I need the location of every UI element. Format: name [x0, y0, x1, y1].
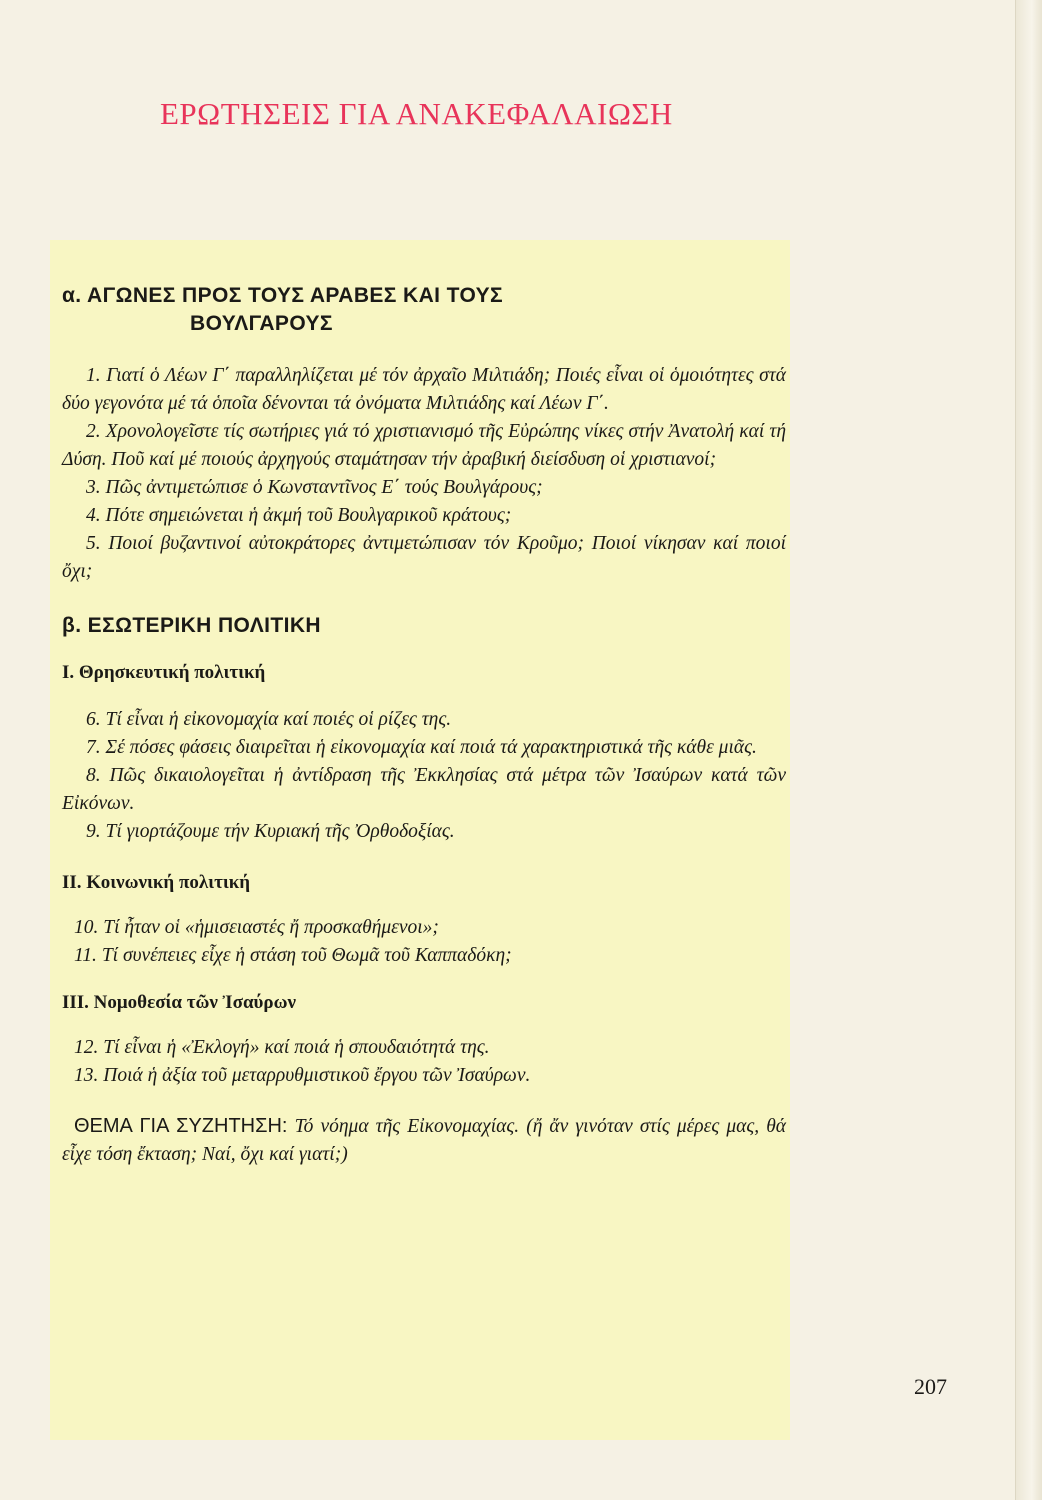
question-number: 5. — [86, 533, 101, 554]
question-number: 6. — [86, 709, 101, 730]
question-1 — [62, 362, 786, 418]
question-text: Σέ πόσες φάσεις διαιρεῖται ἡ εἰκονομαχία καί ποιά τά χαρακτηριστικά τῆς κάθε μιᾶς. — [105, 737, 757, 758]
question-number: 12. — [74, 1037, 99, 1058]
question-text: Τί ἦταν οἱ «ἡμισειαστές ἤ προσκαθήμενοι»; — [103, 917, 439, 938]
question-number: 11. — [74, 945, 97, 966]
question-13 — [62, 1062, 786, 1090]
question-10 — [62, 914, 786, 942]
part-2-heading: ΙΙ. Κοινωνική πολιτική — [62, 872, 251, 893]
question-7 — [62, 734, 786, 762]
question-text: Ποιοί βυζαντινοί αὐτοκράτορες ἀντιμετώπισαν τόν Κροῦμο; Ποιοί νίκησαν καί ποιοί ὄχι; — [62, 533, 786, 582]
question-number: 4. — [86, 505, 101, 526]
question-number: 3. — [86, 477, 101, 498]
question-4 — [62, 502, 786, 530]
question-6 — [62, 706, 786, 734]
question-number: 7. — [86, 737, 101, 758]
question-number: 1. — [86, 365, 101, 386]
question-text: Τί εἶναι ἡ εἰκονομαχία καί ποιές οἱ ρίζες της. — [105, 709, 452, 730]
question-text: Ποιά ἡ ἀξία τοῦ μεταρρυθμιστικοῦ ἔργου τῶν Ἰσαύρων. — [103, 1065, 531, 1086]
question-text: Πῶς δικαιολογεῖται ἡ ἀντίδραση τῆς Ἐκκλησίας στά μέτρα τῶν Ἰσαύρων κατά τῶν Εἰκόνων. — [62, 765, 787, 814]
section-b-heading: β. ΕΣΩΤΕΡΙΚΗ ΠΟΛΙΤΙΚΗ — [62, 614, 321, 637]
question-text: Τί συνέπειες εἶχε ἡ στάση τοῦ Θωμᾶ τοῦ Καππαδόκη; — [101, 945, 512, 966]
section-a-heading-line2: ΒΟΥΛΓΑΡΟΥΣ — [190, 312, 333, 335]
question-number: 10. — [74, 917, 99, 938]
question-3 — [62, 474, 786, 502]
question-8 — [62, 762, 786, 818]
question-number: 9. — [86, 821, 101, 842]
question-number: 8. — [86, 765, 101, 786]
page-title: ΕΡΩΤΗΣΕΙΣ ΓΙΑ ΑΝΑΚΕΦΑΛΑΙΩΣΗ — [160, 96, 673, 131]
question-text: Τί γιορτάζουμε τήν Κυριακή τῆς Ὀρθοδοξίας. — [105, 821, 455, 842]
question-text: Πῶς ἀντιμετώπισε ὁ Κωνσταντῖνος Ε΄ τούς Βουλγάρους; — [105, 477, 543, 498]
question-text: Χρονολογεῖστε τίς σωτήριες γιά τό χριστιανισμό τῆς Εὐρώπης νίκες στήν Ἀνατολή καί τή Δύση. Ποῦ καί μέ ποιούς ἀρχηγούς σταμάτησαν τήν ἀραβική διείσδυση οἱ χριστιανοί; — [62, 421, 787, 470]
question-2 — [62, 418, 786, 474]
discussion-topic — [62, 1112, 786, 1169]
discussion-label: ΘΕΜΑ ΓΙΑ ΣΥΖΗΤΗΣΗ: — [74, 1115, 288, 1137]
section-a-heading-line1: α. ΑΓΩΝΕΣ ΠΡΟΣ ΤΟΥΣ ΑΡΑΒΕΣ ΚΑΙ ΤΟΥΣ — [62, 284, 504, 307]
discussion-text: Τό νόημα τῆς Εἰκονομαχίας. (ἤ ἄν γινόταν στίς μέρες μας, θά εἶχε τόση ἔκταση; Ναί, ὄχι καί γιατί;) — [62, 1116, 787, 1165]
question-text: Γιατί ὁ Λέων Γ΄ παραλληλίζεται μέ τόν ἀρχαῖο Μιλτιάδη; Ποιές εἶναι οἱ ὁμοιότητες στά δύο γεγονότα μέ τά ὁποῖα δένονται τά ὀνόματα Μιλτιάδης καί Λέων Γ΄. — [62, 365, 787, 414]
part-1-heading: Ι. Θρησκευτική πολιτική — [62, 662, 266, 683]
question-number: 13. — [74, 1065, 99, 1086]
question-text: Πότε σημειώνεται ἡ ἀκμή τοῦ Βουλγαρικοῦ κράτους; — [105, 505, 512, 526]
question-12 — [62, 1034, 786, 1062]
question-9 — [62, 818, 786, 846]
question-number: 2. — [86, 421, 101, 442]
page-number: 207 — [914, 1374, 947, 1399]
section-a-heading — [62, 282, 786, 338]
question-text: Τί εἶναι ἡ «Ἐκλογή» καί ποιά ἡ σπουδαιότητά της. — [103, 1037, 490, 1058]
question-11 — [62, 942, 786, 970]
page-edge — [1015, 0, 1042, 1500]
question-5 — [62, 530, 786, 586]
questions-content — [62, 282, 786, 1169]
part-3-heading: ΙΙΙ. Νομοθεσία τῶν Ἰσαύρων — [62, 992, 296, 1013]
